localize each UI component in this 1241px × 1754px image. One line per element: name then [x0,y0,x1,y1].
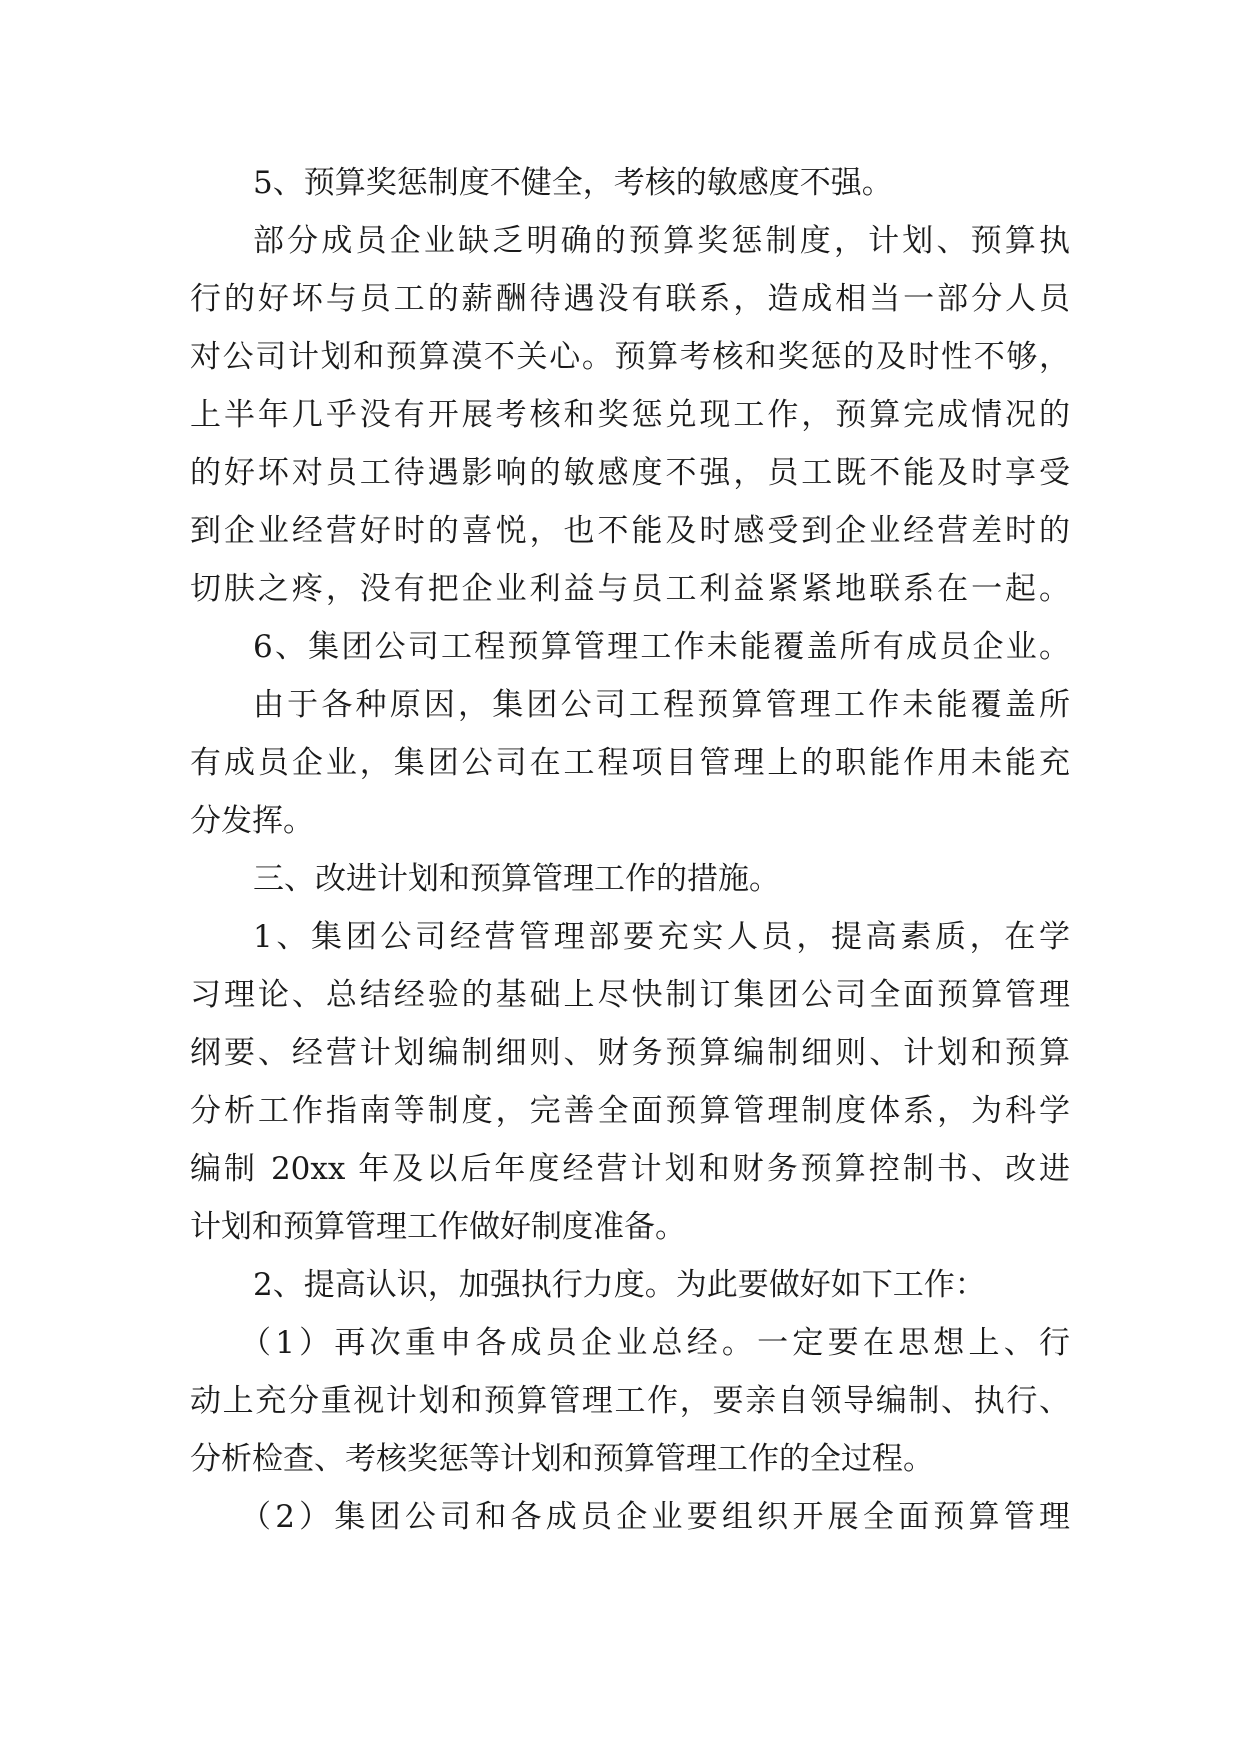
paragraph-line: 的好坏对员工待遇影响的敏感度不强，员工既不能及时享受 [190,455,1070,491]
paragraph-line: 习理论、总结经验的基础上尽快制订集团公司全面预算管理 [190,977,1070,1013]
paragraph-line: 编制 20xx 年及以后年度经营计划和财务预算控制书、改进 [190,1151,1070,1187]
paragraph-line: 部分成员企业缺乏明确的预算奖惩制度，计划、预算执 [253,223,1070,259]
paragraph-line: 1、集团公司经营管理部要充实人员，提高素质，在学 [253,919,1070,955]
paragraph-line: 动上充分重视计划和预算管理工作，要亲自领导编制、执行、 [190,1383,1070,1419]
section-heading-5: 5、预算奖惩制度不健全，考核的敏感度不强。 [253,165,893,201]
paragraph-line: 由于各种原因，集团公司工程预算管理工作未能覆盖所 [253,687,1070,723]
paragraph-line: 计划和预算管理工作做好制度准备。 [190,1209,686,1245]
paragraph-line: 到企业经营好时的喜悦，也不能及时感受到企业经营差时的 [190,513,1070,549]
list-item-1: （1）再次重申各成员企业总经。一定要在思想上、行 [240,1325,1070,1361]
paragraph-line: 2、提高认识，加强执行力度。为此要做好如下工作： [253,1267,986,1303]
paragraph-line: 上半年几乎没有开展考核和奖惩兑现工作，预算完成情况的 [190,397,1070,433]
paragraph-line: 切肤之疼，没有把企业利益与员工利益紧紧地联系在一起。 [190,571,1070,607]
paragraph-line: 有成员企业，集团公司在工程项目管理上的职能作用未能充 [190,745,1070,781]
list-item-2: （2）集团公司和各成员企业要组织开展全面预算管理 [240,1499,1070,1535]
section-heading-three: 三、改进计划和预算管理工作的措施。 [253,861,780,897]
paragraph-line: 分发挥。 [190,803,314,839]
paragraph-line: 分析工作指南等制度，完善全面预算管理制度体系，为科学 [190,1093,1070,1129]
paragraph-line: 分析检查、考核奖惩等计划和预算管理工作的全过程。 [190,1441,934,1477]
paragraph-line: 行的好坏与员工的薪酬待遇没有联系，造成相当一部分人员 [190,281,1070,317]
section-heading-6: 6、集团公司工程预算管理工作未能覆盖所有成员企业。 [253,629,1070,665]
paragraph-line: 对公司计划和预算漠不关心。预算考核和奖惩的及时性不够， [190,339,1070,375]
paragraph-line: 纲要、经营计划编制细则、财务预算编制细则、计划和预算 [190,1035,1070,1071]
